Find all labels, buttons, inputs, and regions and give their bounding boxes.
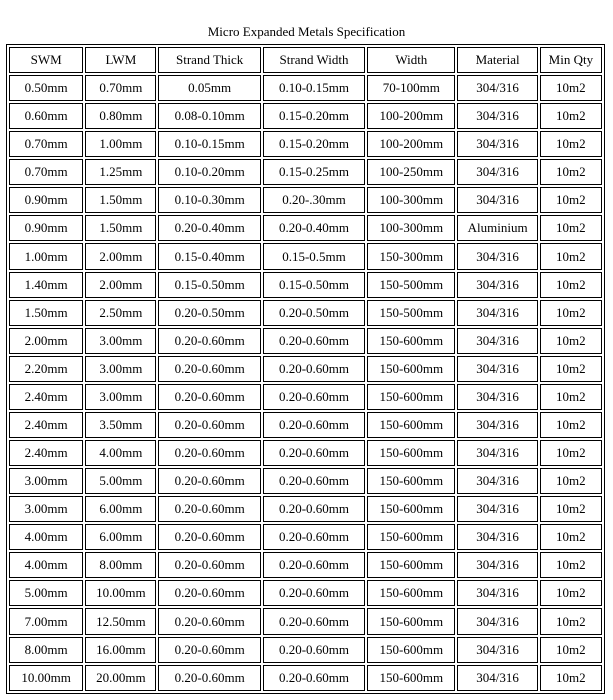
cell-width: 150-600mm — [367, 608, 455, 634]
cell-min-qty: 10m2 — [540, 131, 602, 157]
cell-width: 150-600mm — [367, 384, 455, 410]
cell-strand-width: 0.20-0.60mm — [263, 496, 365, 522]
cell-min-qty: 10m2 — [540, 215, 602, 241]
cell-width: 150-600mm — [367, 356, 455, 382]
specification-table — [6, 44, 605, 694]
cell-strand-thick: 0.10-0.30mm — [158, 187, 260, 213]
cell-strand-width: 0.20-0.60mm — [263, 356, 365, 382]
cell-material: Aluminium — [457, 215, 537, 241]
table-row — [9, 608, 602, 634]
cell-lwm: 2.00mm — [85, 272, 156, 298]
cell-strand-thick: 0.20-0.50mm — [158, 300, 260, 326]
cell-swm: 7.00mm — [9, 608, 83, 634]
cell-min-qty: 10m2 — [540, 272, 602, 298]
cell-strand-thick: 0.08-0.10mm — [158, 103, 260, 129]
cell-min-qty: 10m2 — [540, 328, 602, 354]
cell-strand-thick: 0.20-0.60mm — [158, 328, 260, 354]
cell-width: 100-200mm — [367, 131, 455, 157]
cell-strand-thick: 0.20-0.60mm — [158, 524, 260, 550]
cell-lwm: 1.00mm — [85, 131, 156, 157]
table-row — [9, 215, 602, 241]
cell-strand-thick: 0.20-0.60mm — [158, 440, 260, 466]
cell-material: 304/316 — [457, 272, 537, 298]
cell-min-qty: 10m2 — [540, 75, 602, 101]
cell-width: 150-600mm — [367, 412, 455, 438]
table-row — [9, 131, 602, 157]
cell-width: 150-600mm — [367, 552, 455, 578]
cell-strand-width: 0.15-0.20mm — [263, 103, 365, 129]
cell-min-qty: 10m2 — [540, 440, 602, 466]
cell-strand-width: 0.20-0.60mm — [263, 412, 365, 438]
header-row — [9, 47, 602, 73]
cell-min-qty: 10m2 — [540, 103, 602, 129]
cell-width: 100-200mm — [367, 103, 455, 129]
cell-lwm: 3.50mm — [85, 412, 156, 438]
cell-swm: 3.00mm — [9, 468, 83, 494]
cell-strand-thick: 0.20-0.60mm — [158, 468, 260, 494]
cell-swm: 0.90mm — [9, 215, 83, 241]
cell-width: 100-300mm — [367, 215, 455, 241]
cell-strand-thick: 0.15-0.40mm — [158, 243, 260, 269]
cell-width: 100-300mm — [367, 187, 455, 213]
cell-strand-width: 0.20-0.60mm — [263, 580, 365, 606]
cell-strand-thick: 0.20-0.60mm — [158, 665, 260, 691]
table-row — [9, 356, 602, 382]
cell-material: 304/316 — [457, 580, 537, 606]
cell-material: 304/316 — [457, 440, 537, 466]
cell-swm: 3.00mm — [9, 496, 83, 522]
cell-strand-width: 0.15-0.5mm — [263, 243, 365, 269]
cell-min-qty: 10m2 — [540, 524, 602, 550]
cell-min-qty: 10m2 — [540, 608, 602, 634]
cell-lwm: 16.00mm — [85, 637, 156, 663]
column-header-min-qty: Min Qty — [540, 47, 602, 73]
cell-min-qty: 10m2 — [540, 384, 602, 410]
table-row — [9, 272, 602, 298]
cell-swm: 1.00mm — [9, 243, 83, 269]
cell-swm: 0.50mm — [9, 75, 83, 101]
cell-lwm: 1.25mm — [85, 159, 156, 185]
table-row — [9, 300, 602, 326]
cell-swm: 0.60mm — [9, 103, 83, 129]
cell-swm: 8.00mm — [9, 637, 83, 663]
cell-strand-width: 0.15-0.25mm — [263, 159, 365, 185]
cell-strand-thick: 0.20-0.60mm — [158, 608, 260, 634]
cell-min-qty: 10m2 — [540, 496, 602, 522]
cell-material: 304/316 — [457, 637, 537, 663]
cell-swm: 2.00mm — [9, 328, 83, 354]
cell-lwm: 20.00mm — [85, 665, 156, 691]
cell-material: 304/316 — [457, 552, 537, 578]
cell-strand-width: 0.20-0.60mm — [263, 468, 365, 494]
table-row — [9, 580, 602, 606]
cell-lwm: 3.00mm — [85, 328, 156, 354]
cell-strand-thick: 0.15-0.50mm — [158, 272, 260, 298]
cell-strand-thick: 0.20-0.60mm — [158, 496, 260, 522]
table-row — [9, 496, 602, 522]
cell-strand-width: 0.20-0.50mm — [263, 300, 365, 326]
cell-lwm: 6.00mm — [85, 524, 156, 550]
cell-lwm: 1.50mm — [85, 187, 156, 213]
cell-swm: 2.40mm — [9, 384, 83, 410]
cell-min-qty: 10m2 — [540, 552, 602, 578]
table-row — [9, 187, 602, 213]
cell-strand-thick: 0.20-0.60mm — [158, 552, 260, 578]
table-caption: Micro Expanded Metals Specification — [207, 24, 406, 39]
cell-width: 150-600mm — [367, 524, 455, 550]
cell-swm: 1.50mm — [9, 300, 83, 326]
cell-min-qty: 10m2 — [540, 159, 602, 185]
cell-material: 304/316 — [457, 159, 537, 185]
cell-strand-thick: 0.20-0.60mm — [158, 637, 260, 663]
table-row — [9, 524, 602, 550]
cell-strand-thick: 0.20-0.40mm — [158, 215, 260, 241]
cell-material: 304/316 — [457, 300, 537, 326]
cell-strand-width: 0.20-0.40mm — [263, 215, 365, 241]
cell-min-qty: 10m2 — [540, 637, 602, 663]
cell-lwm: 10.00mm — [85, 580, 156, 606]
cell-strand-width: 0.20-0.60mm — [263, 440, 365, 466]
column-header-strand-thick: Strand Thick — [158, 47, 260, 73]
cell-strand-width: 0.10-0.15mm — [263, 75, 365, 101]
cell-lwm: 2.00mm — [85, 243, 156, 269]
cell-material: 304/316 — [457, 496, 537, 522]
cell-swm: 4.00mm — [9, 524, 83, 550]
table-row — [9, 75, 602, 101]
cell-swm: 2.40mm — [9, 440, 83, 466]
cell-swm: 0.70mm — [9, 131, 83, 157]
cell-min-qty: 10m2 — [540, 243, 602, 269]
table-row — [9, 384, 602, 410]
cell-swm: 2.40mm — [9, 412, 83, 438]
cell-min-qty: 10m2 — [540, 187, 602, 213]
cell-width: 150-600mm — [367, 440, 455, 466]
column-header-swm: SWM — [9, 47, 83, 73]
column-header-width: Width — [367, 47, 455, 73]
cell-swm: 1.40mm — [9, 272, 83, 298]
cell-strand-width: 0.15-0.20mm — [263, 131, 365, 157]
cell-swm: 0.90mm — [9, 187, 83, 213]
table-row — [9, 103, 602, 129]
cell-lwm: 0.80mm — [85, 103, 156, 129]
cell-strand-thick: 0.20-0.60mm — [158, 384, 260, 410]
column-header-lwm: LWM — [85, 47, 156, 73]
table-body — [9, 75, 602, 691]
cell-material: 304/316 — [457, 75, 537, 101]
column-header-strand-width: Strand Width — [263, 47, 365, 73]
cell-lwm: 12.50mm — [85, 608, 156, 634]
cell-strand-width: 0.15-0.50mm — [263, 272, 365, 298]
cell-width: 150-600mm — [367, 496, 455, 522]
cell-strand-width: 0.20-0.60mm — [263, 524, 365, 550]
cell-min-qty: 10m2 — [540, 580, 602, 606]
table-row — [9, 637, 602, 663]
table-row — [9, 440, 602, 466]
cell-width: 70-100mm — [367, 75, 455, 101]
cell-material: 304/316 — [457, 524, 537, 550]
cell-strand-thick: 0.20-0.60mm — [158, 580, 260, 606]
table-row — [9, 243, 602, 269]
cell-strand-width: 0.20-0.60mm — [263, 608, 365, 634]
cell-material: 304/316 — [457, 187, 537, 213]
cell-strand-thick: 0.10-0.20mm — [158, 159, 260, 185]
cell-width: 150-600mm — [367, 637, 455, 663]
cell-min-qty: 10m2 — [540, 300, 602, 326]
cell-width: 150-600mm — [367, 665, 455, 691]
cell-strand-width: 0.20-0.60mm — [263, 328, 365, 354]
cell-min-qty: 10m2 — [540, 468, 602, 494]
cell-lwm: 8.00mm — [85, 552, 156, 578]
cell-strand-thick: 0.20-0.60mm — [158, 412, 260, 438]
cell-material: 304/316 — [457, 328, 537, 354]
table-row — [9, 468, 602, 494]
cell-material: 304/316 — [457, 608, 537, 634]
table-row — [9, 412, 602, 438]
cell-min-qty: 10m2 — [540, 356, 602, 382]
table-row — [9, 159, 602, 185]
cell-material: 304/316 — [457, 103, 537, 129]
cell-swm: 4.00mm — [9, 552, 83, 578]
cell-lwm: 3.00mm — [85, 356, 156, 382]
cell-lwm: 4.00mm — [85, 440, 156, 466]
cell-material: 304/316 — [457, 665, 537, 691]
cell-lwm: 1.50mm — [85, 215, 156, 241]
cell-strand-thick: 0.10-0.15mm — [158, 131, 260, 157]
table-row — [9, 328, 602, 354]
cell-width: 150-300mm — [367, 243, 455, 269]
cell-min-qty: 10m2 — [540, 665, 602, 691]
cell-material: 304/316 — [457, 243, 537, 269]
cell-lwm: 6.00mm — [85, 496, 156, 522]
cell-strand-width: 0.20-.30mm — [263, 187, 365, 213]
cell-swm: 10.00mm — [9, 665, 83, 691]
cell-strand-width: 0.20-0.60mm — [263, 552, 365, 578]
cell-lwm: 0.70mm — [85, 75, 156, 101]
cell-strand-thick: 0.05mm — [158, 75, 260, 101]
cell-strand-width: 0.20-0.60mm — [263, 665, 365, 691]
cell-material: 304/316 — [457, 131, 537, 157]
cell-min-qty: 10m2 — [540, 412, 602, 438]
cell-lwm: 3.00mm — [85, 384, 156, 410]
cell-material: 304/316 — [457, 468, 537, 494]
cell-lwm: 5.00mm — [85, 468, 156, 494]
cell-width: 100-250mm — [367, 159, 455, 185]
cell-width: 150-600mm — [367, 468, 455, 494]
table-row — [9, 665, 602, 691]
cell-swm: 2.20mm — [9, 356, 83, 382]
cell-material: 304/316 — [457, 384, 537, 410]
cell-width: 150-500mm — [367, 272, 455, 298]
cell-swm: 0.70mm — [9, 159, 83, 185]
cell-lwm: 2.50mm — [85, 300, 156, 326]
cell-width: 150-600mm — [367, 580, 455, 606]
cell-strand-width: 0.20-0.60mm — [263, 637, 365, 663]
cell-width: 150-600mm — [367, 328, 455, 354]
column-header-material: Material — [457, 47, 537, 73]
cell-strand-thick: 0.20-0.60mm — [158, 356, 260, 382]
cell-material: 304/316 — [457, 412, 537, 438]
cell-strand-width: 0.20-0.60mm — [263, 384, 365, 410]
table-row — [9, 552, 602, 578]
cell-swm: 5.00mm — [9, 580, 83, 606]
cell-material: 304/316 — [457, 356, 537, 382]
cell-width: 150-500mm — [367, 300, 455, 326]
